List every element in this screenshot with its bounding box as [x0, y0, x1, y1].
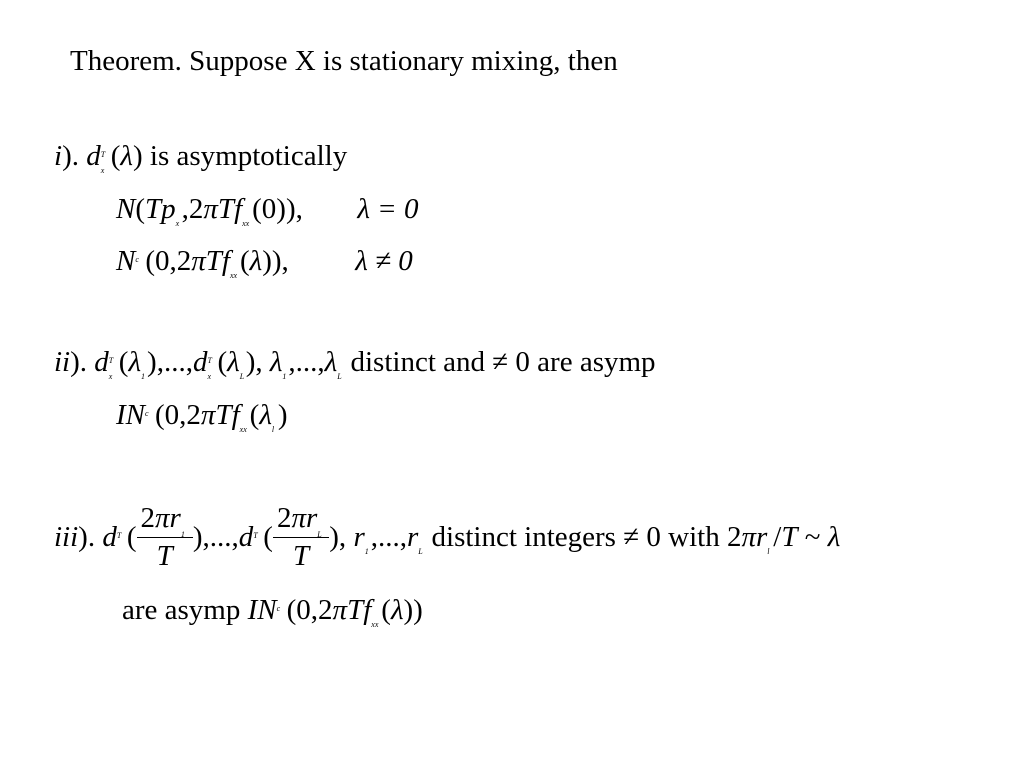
theorem-title: Theorem. Suppose X is stationary mixing, then — [70, 45, 618, 77]
part-iii-mid-text: distinct integers — [431, 521, 616, 554]
part-ii-label: ii — [54, 346, 71, 378]
part-i-statement: i). dTx (λ) is asymptotically — [54, 140, 348, 175]
part-iii-continuation: are asymp INc (0,2πTfxx(λ)) — [122, 594, 423, 629]
part-i-case-1: N(Tpx,2πTfxx(0)), λ = 0 — [116, 193, 419, 228]
part-ii-mid-text: distinct and — [350, 346, 485, 378]
part-iii-label: iii — [54, 521, 79, 554]
fraction-2pi-r1-over-T: $\frac{2\pi r1}{T}$ — [137, 504, 193, 571]
part-i-label: i — [54, 140, 63, 172]
part-ii-tail-text: are asymp — [537, 346, 656, 378]
part-iii-neq-zero: ≠ 0 — [623, 521, 661, 554]
part-i-case-2: Nc (0,2πTfxx(λ)), λ ≠ 0 — [116, 245, 413, 280]
fraction-2pi-rL-over-T: $\frac{\text{2πrL}}{T}$ — [273, 504, 329, 571]
part-ii-statement: ii). dTx (λ1),...,dTx (λL), λ1,...,λL distinct and ≠ 0 are asymp — [54, 346, 656, 381]
part-i-case-2-cond: λ ≠ 0 — [355, 245, 413, 277]
part-i-case-1-cond: λ = 0 — [357, 193, 419, 225]
part-ii-continuation: INc (0,2πTfxx(λl ) — [116, 399, 288, 434]
part-i-lead-text: is asymptotically — [149, 140, 348, 172]
part-iii-statement: iii). dT ( $\frac{2\pi r1}{T}$ ),...,dT ( $\frac{\text{2πrL}}{T}$ ), r1,...,rL distinct integers ≠ 0 with 2πrl /T ~ λ — [54, 502, 841, 572]
part-iii-cont-text: are asymp — [122, 594, 241, 626]
part-ii-neq-zero: ≠ 0 — [492, 346, 530, 378]
part-iii-with-text: with — [668, 521, 720, 554]
